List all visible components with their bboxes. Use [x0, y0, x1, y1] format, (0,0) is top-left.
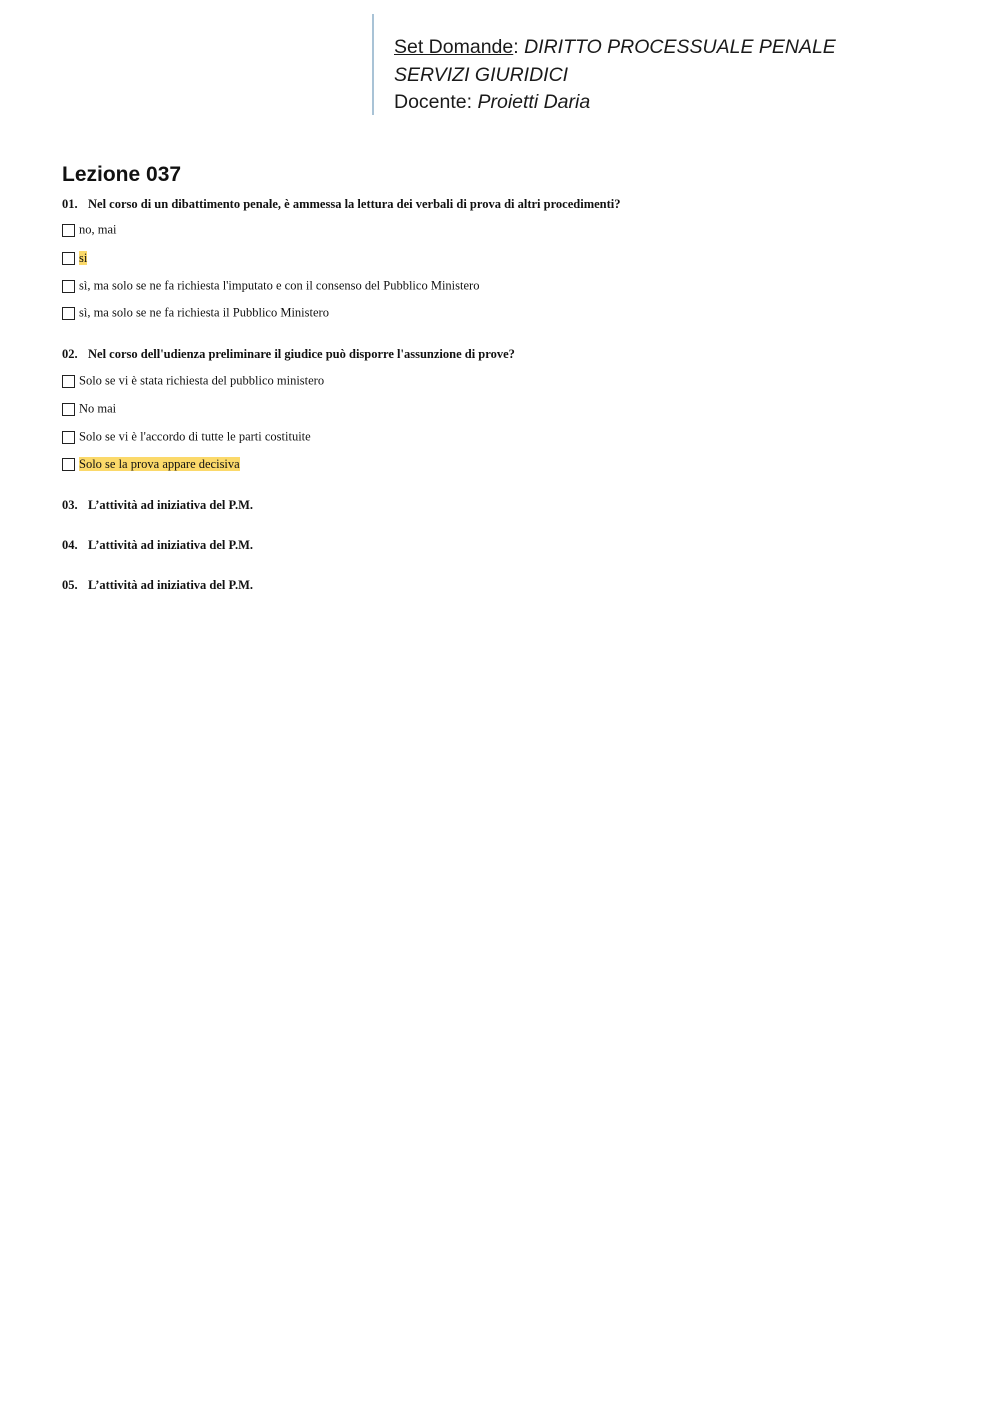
- checkbox[interactable]: [62, 252, 75, 265]
- answer-text: sì, ma solo se ne fa richiesta l'imputato e con il consenso del Pubblico Ministero: [79, 278, 480, 293]
- answer-text-highlighted: Solo se la prova appare decisiva: [79, 456, 240, 471]
- answer-option[interactable]: [62, 222, 117, 238]
- checkbox[interactable]: [62, 224, 75, 237]
- question-number: 02.: [62, 347, 78, 361]
- teacher-label: Docente:: [394, 91, 473, 113]
- answer-option[interactable]: [62, 250, 87, 266]
- question-text: Nel corso di un dibattimento penale, è ammessa la lettura dei verbali di prova di altri procedimenti?: [88, 197, 621, 211]
- checkbox[interactable]: [62, 280, 75, 293]
- answer-option[interactable]: [62, 305, 329, 321]
- question-number: 04.: [62, 538, 78, 552]
- answer-text: No mai: [79, 401, 117, 416]
- answer-text-highlighted: si: [79, 250, 88, 265]
- document-header: [372, 14, 894, 115]
- answer-option[interactable]: [62, 429, 311, 445]
- answer-text: no, mai: [79, 222, 117, 237]
- header-text: [394, 34, 836, 117]
- checkbox[interactable]: [62, 458, 75, 471]
- question-text: Nel corso dell'udienza preliminare il giudice può disporre l'assunzione di prove?: [88, 347, 515, 361]
- answer-option[interactable]: [62, 401, 116, 417]
- question-text: L’attività ad iniziativa del P.M.: [88, 538, 254, 552]
- checkbox[interactable]: [62, 307, 75, 320]
- question-04: [62, 538, 253, 553]
- question-03: [62, 498, 253, 513]
- question-05: [62, 578, 253, 593]
- answer-option[interactable]: [62, 278, 479, 294]
- lesson-title: Lezione 037: [62, 163, 182, 186]
- checkbox[interactable]: [62, 375, 75, 388]
- set-label: Set Domande: [394, 36, 514, 58]
- teacher-line: [394, 89, 836, 117]
- answer-text: Solo se vi è stata richiesta del pubblico ministero: [79, 373, 325, 388]
- question-02: [62, 347, 515, 362]
- question-text: L’attività ad iniziativa del P.M.: [88, 498, 254, 512]
- question-01: [62, 197, 621, 212]
- question-text: L’attività ad iniziativa del P.M.: [88, 578, 254, 592]
- set-colon: :: [513, 36, 519, 58]
- checkbox[interactable]: [62, 403, 75, 416]
- question-number: 01.: [62, 197, 78, 211]
- teacher-name: Proietti Daria: [477, 91, 591, 113]
- answer-text: sì, ma solo se ne fa richiesta il Pubblico Ministero: [79, 305, 329, 320]
- subject-line-1: DIRITTO PROCESSUALE PENALE: [524, 36, 836, 58]
- question-number: 03.: [62, 498, 78, 512]
- question-number: 05.: [62, 578, 78, 592]
- answer-option[interactable]: [62, 373, 324, 389]
- answer-text: Solo se vi è l'accordo di tutte le parti costituite: [79, 429, 311, 444]
- answer-option[interactable]: [62, 456, 240, 472]
- subject-line-2: SERVIZI GIURIDICI: [394, 63, 569, 86]
- checkbox[interactable]: [62, 431, 75, 444]
- set-line: [394, 34, 836, 62]
